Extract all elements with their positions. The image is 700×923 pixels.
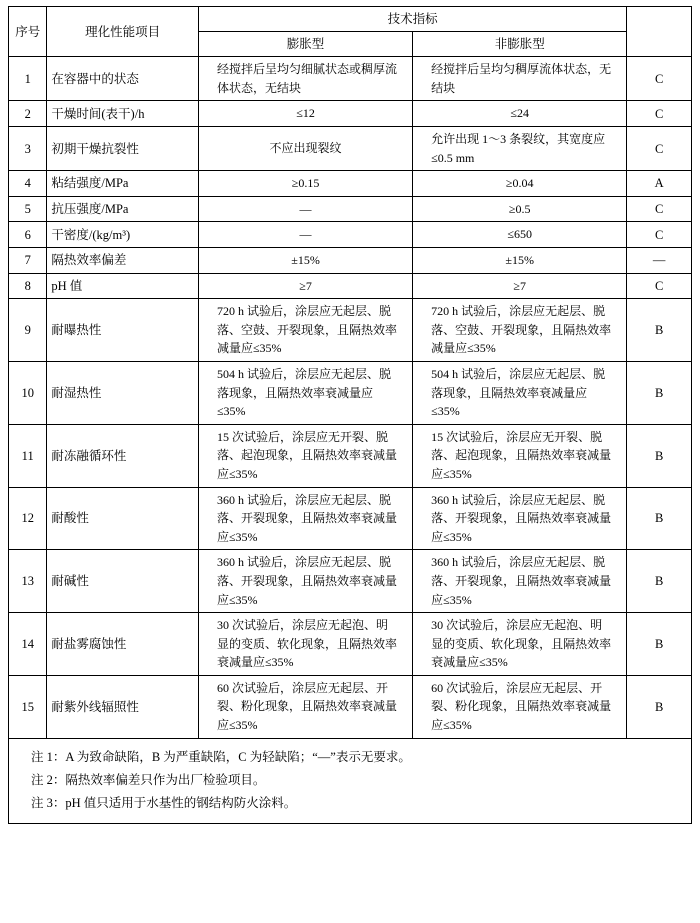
table-row — [9, 222, 692, 248]
cell-item: 耐碱性 — [47, 550, 199, 613]
table-row — [9, 299, 692, 362]
cell-item: 干燥时间(表干)/h — [47, 101, 199, 127]
cell-no: 1 — [9, 57, 47, 101]
cell-expanding: 经搅拌后呈均匀细腻状态或稠厚流体状态，无结块 — [198, 57, 412, 101]
cell-item: 耐酸性 — [47, 487, 199, 550]
cell-item: 粘结强度/MPa — [47, 171, 199, 197]
cell-expanding: 360 h 试验后，涂层应无起层、脱落、开裂现象，且隔热效率衰减量应≤35% — [198, 487, 412, 550]
cell-item: 初期干燥抗裂性 — [47, 127, 199, 171]
cell-no: 9 — [9, 299, 47, 362]
header-tech-index: 技术指标 — [198, 7, 626, 32]
cell-item: 耐冻融循环性 — [47, 424, 199, 487]
cell-defect: C — [627, 273, 692, 299]
cell-expanding: — — [198, 196, 412, 222]
cell-item: 耐曝热性 — [47, 299, 199, 362]
cell-no: 12 — [9, 487, 47, 550]
cell-no: 7 — [9, 248, 47, 274]
table-body — [9, 57, 692, 738]
cell-non-expanding: 经搅拌后呈均匀稠厚流体状态，无结块 — [413, 57, 627, 101]
cell-non-expanding: ≥0.5 — [413, 196, 627, 222]
cell-no: 13 — [9, 550, 47, 613]
table-row — [9, 127, 692, 171]
cell-no: 5 — [9, 196, 47, 222]
cell-no: 10 — [9, 361, 47, 424]
table-row — [9, 424, 692, 487]
cell-item: 干密度/(kg/m³) — [47, 222, 199, 248]
cell-no: 4 — [9, 171, 47, 197]
cell-expanding: 30 次试验后，涂层应无起泡、明显的变质、软化现象，且隔热效率衰减量应≤35% — [198, 613, 412, 676]
cell-item: pH 值 — [47, 273, 199, 299]
table-row — [9, 171, 692, 197]
cell-non-expanding: ≥0.04 — [413, 171, 627, 197]
note-1: 注 1：A 为致命缺陷，B 为严重缺陷，C 为轻缺陷；“—”表示无要求。 — [31, 749, 411, 764]
header-no: 序号 — [9, 7, 47, 57]
cell-defect: C — [627, 57, 692, 101]
cell-no: 15 — [9, 675, 47, 738]
cell-defect: — — [627, 248, 692, 274]
spec-table — [8, 6, 692, 739]
table-row — [9, 675, 692, 738]
cell-no: 8 — [9, 273, 47, 299]
cell-no: 2 — [9, 101, 47, 127]
table-row — [9, 248, 692, 274]
note-3: 注 3：pH 值只适用于水基性的钢结构防火涂料。 — [31, 795, 297, 810]
cell-item: 抗压强度/MPa — [47, 196, 199, 222]
cell-expanding: 504 h 试验后，涂层应无起层、脱落现象，且隔热效率衰减量应≤35% — [198, 361, 412, 424]
cell-defect: C — [627, 127, 692, 171]
cell-expanding: ±15% — [198, 248, 412, 274]
header-item: 理化性能项目 — [47, 7, 199, 57]
cell-defect: B — [627, 299, 692, 362]
cell-item: 耐盐雾腐蚀性 — [47, 613, 199, 676]
cell-non-expanding: 360 h 试验后，涂层应无起层、脱落、开裂现象，且隔热效率衰减量应≤35% — [413, 550, 627, 613]
cell-non-expanding: ≤24 — [413, 101, 627, 127]
cell-non-expanding: ±15% — [413, 248, 627, 274]
cell-no: 3 — [9, 127, 47, 171]
cell-defect: B — [627, 361, 692, 424]
cell-non-expanding: 30 次试验后，涂层应无起泡、明显的变质、软化现象，且隔热效率衰减量应≤35% — [413, 613, 627, 676]
cell-expanding: — — [198, 222, 412, 248]
cell-expanding: ≤12 — [198, 101, 412, 127]
cell-defect: B — [627, 487, 692, 550]
cell-expanding: ≥0.15 — [198, 171, 412, 197]
header-expanding: 膨胀型 — [198, 32, 412, 57]
table-header-row-1 — [9, 7, 692, 32]
cell-expanding: 360 h 试验后，涂层应无起层、脱落、开裂现象，且隔热效率衰减量应≤35% — [198, 550, 412, 613]
cell-defect: C — [627, 196, 692, 222]
cell-no: 6 — [9, 222, 47, 248]
cell-no: 14 — [9, 613, 47, 676]
cell-item: 耐紫外线辐照性 — [47, 675, 199, 738]
cell-defect: C — [627, 101, 692, 127]
table-row — [9, 196, 692, 222]
cell-non-expanding: ≤650 — [413, 222, 627, 248]
cell-no: 11 — [9, 424, 47, 487]
cell-item: 耐湿热性 — [47, 361, 199, 424]
table-row — [9, 361, 692, 424]
cell-non-expanding: 允许出现 1～3 条裂纹，其宽度应≤0.5 mm — [413, 127, 627, 171]
header-non-expanding: 非膨胀型 — [413, 32, 627, 57]
cell-expanding: 60 次试验后，涂层应无起层、开裂、粉化现象，且隔热效率衰减量应≤35% — [198, 675, 412, 738]
note-2: 注 2：隔热效率偏差只作为出厂检验项目。 — [31, 772, 266, 787]
table-row — [9, 101, 692, 127]
table-notes — [8, 739, 692, 824]
table-row — [9, 273, 692, 299]
table-row — [9, 613, 692, 676]
cell-item: 隔热效率偏差 — [47, 248, 199, 274]
cell-non-expanding: 720 h 试验后，涂层应无起层、脱落、空鼓、开裂现象，且隔热效率减量应≤35% — [413, 299, 627, 362]
cell-defect: A — [627, 171, 692, 197]
table-row — [9, 57, 692, 101]
cell-non-expanding: 360 h 试验后，涂层应无起层、脱落、开裂现象，且隔热效率衰减量应≤35% — [413, 487, 627, 550]
cell-expanding: ≥7 — [198, 273, 412, 299]
cell-defect: B — [627, 613, 692, 676]
cell-expanding: 不应出现裂纹 — [198, 127, 412, 171]
cell-expanding: 720 h 试验后，涂层应无起层、脱落、空鼓、开裂现象，且隔热效率减量应≤35% — [198, 299, 412, 362]
cell-defect: B — [627, 675, 692, 738]
cell-defect: C — [627, 222, 692, 248]
cell-non-expanding: 60 次试验后，涂层应无起层、开裂、粉化现象，且隔热效率衰减量应≤35% — [413, 675, 627, 738]
cell-non-expanding: ≥7 — [413, 273, 627, 299]
cell-non-expanding: 504 h 试验后，涂层应无起层、脱落现象，且隔热效率衰减量应≤35% — [413, 361, 627, 424]
cell-item: 在容器中的状态 — [47, 57, 199, 101]
cell-defect: B — [627, 550, 692, 613]
table-row — [9, 550, 692, 613]
cell-expanding: 15 次试验后，涂层应无开裂、脱落、起泡现象，且隔热效率衰减量应≤35% — [198, 424, 412, 487]
table-row — [9, 487, 692, 550]
table-header — [9, 7, 692, 57]
cell-non-expanding: 15 次试验后，涂层应无开裂、脱落、起泡现象，且隔热效率衰减量应≤35% — [413, 424, 627, 487]
header-defect — [627, 7, 692, 57]
cell-defect: B — [627, 424, 692, 487]
